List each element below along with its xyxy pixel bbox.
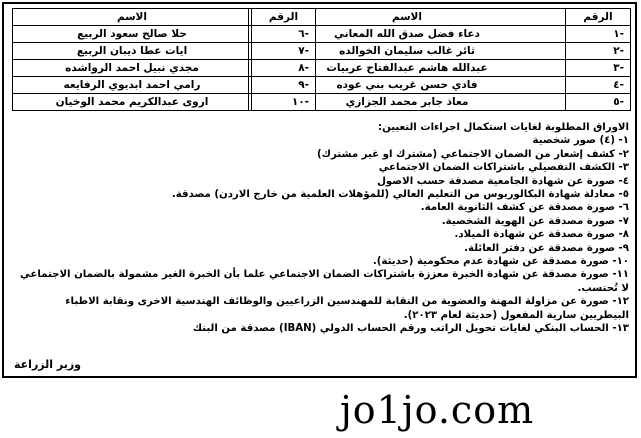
names-table-left [12, 8, 316, 111]
list-item: ٥- معادلة شهادة البكالوريوس من التعليم العالي (للمؤهلات العلمية من خارج الاردن) مصدقة. [171, 189, 629, 201]
required-documents-section [14, 121, 629, 336]
column-header-number: الرقم [566, 9, 631, 26]
row-name: مجدي نبيل احمد الرواشده [13, 60, 252, 77]
list-item: ٧- صورة مصدقة عن الهوية الشخصية. [441, 215, 629, 227]
row-name: معاذ جابر محمد الجزازي [249, 94, 566, 111]
row-number: -١٠ [252, 94, 316, 111]
list-item: ٣- الكشف التفصيلي باشتراكات الضمان الاجتماعي [378, 162, 629, 174]
table-row [13, 77, 316, 94]
row-number: -٤ [566, 77, 631, 94]
column-header-name: الاسم [13, 9, 252, 26]
list-item: ١- (٤) صور شخصية [532, 135, 629, 147]
site-watermark: jo1jo.com [340, 388, 535, 432]
list-item: ١٠- صورة مصدقة عن شهادة عدم محكومية (حديثة). [372, 256, 629, 268]
row-number: -٨ [252, 60, 316, 77]
announcement-frame [2, 2, 637, 378]
minister-signature: وزير الزراعة [14, 358, 82, 371]
required-documents-list [14, 134, 629, 335]
list-item: ٦- صورة مصدقة عن كشف الثانوية العامة. [420, 202, 629, 214]
list-item: ٢- كشف إشعار من الضمان الاجتماعي (مشترك او غير مشترك) [316, 148, 629, 160]
row-number: -٥ [566, 94, 631, 111]
column-header-name: الاسم [249, 9, 566, 26]
row-number: -٣ [566, 60, 631, 77]
list-item: ١١- صورة مصدقة عن شهادة الخبرة معززة باشتراكات الضمان الاجتماعي علما بأن الخبرة الغير مشمولة بالضمان الاجتماعي لا تُحتسب. [20, 269, 629, 294]
table-row [13, 94, 316, 111]
row-number: -٢ [566, 43, 631, 60]
row-name: ايات عطا ذيبان الربيع [13, 43, 252, 60]
table-row [13, 43, 316, 60]
required-documents-heading: الاوراق المطلوبة لغايات استكمال اجراءات التعيين: [378, 122, 629, 133]
list-item: ١٢- صورة عن مزاولة المهنة والعضوية من النقابة للمهندسين الزراعيين والوظائف الهندسية الاخرى ونقابة الاطباء البيطريين سارية المفعول (حديثة لعام ٢٠٢٣). [65, 296, 629, 321]
row-number: -١ [566, 26, 631, 43]
list-item: ٨- صورة مصدقة عن شهادة الميلاد. [454, 229, 629, 241]
row-name: ثائر غالب سليمان الخوالده [249, 43, 566, 60]
row-name: فادي حسن غريب بني عوده [249, 77, 566, 94]
row-name: اروى عبدالكريم محمد الوخيان [13, 94, 252, 111]
row-number: -٧ [252, 43, 316, 60]
row-name: دعاء فضل صدق الله المعاني [249, 26, 566, 43]
row-name: رامي احمد ابديوي الرفايعه [13, 77, 252, 94]
row-name: عبدالله هاشم عبدالفتاح عربيات [249, 60, 566, 77]
list-item: ٤- صورة عن شهادة الجامعية مصدقة حسب الاصول [377, 175, 629, 187]
table-row [13, 26, 316, 43]
row-number: -٩ [252, 77, 316, 94]
row-name: حلا صالح سعود الربيع [13, 26, 252, 43]
list-item: ٩- صورة مصدقة عن دفتر العائلة. [464, 242, 629, 254]
table-row [13, 60, 316, 77]
row-number: -٦ [252, 26, 316, 43]
list-item: ١٣- الحساب البنكي لغايات تحويل الراتب ورقم الحساب الدولي (IBAN) مصدقة من البنك [192, 323, 629, 335]
table-header-row [13, 9, 316, 26]
column-header-number: الرقم [252, 9, 316, 26]
